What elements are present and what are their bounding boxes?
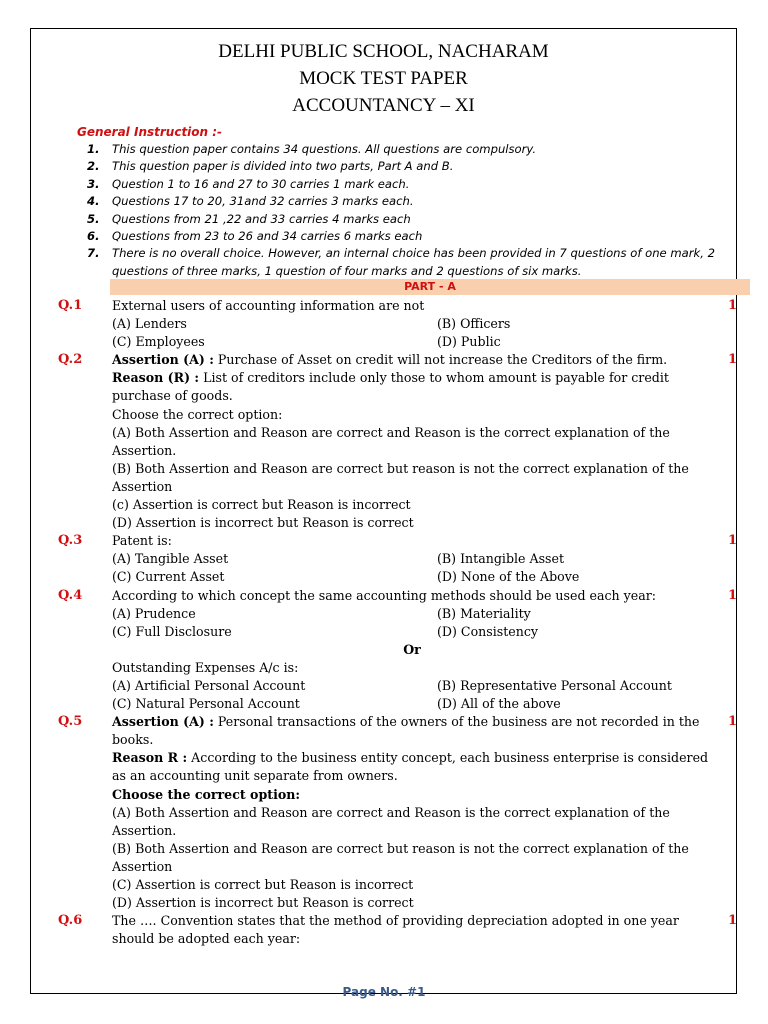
instruction-text: Questions 17 to 20, 31and 32 carries 3 marks each. <box>112 194 414 209</box>
page-number: Page No. #1 <box>342 985 426 999</box>
choose-instruction: Choose the correct option: <box>112 406 283 422</box>
question-number: Q.5 <box>58 714 83 730</box>
instruction-item <box>77 158 737 175</box>
assertion <box>112 713 712 749</box>
part-a-banner: PART - A <box>110 279 750 295</box>
question-marks: 1 <box>728 714 738 730</box>
instruction-text: Question 1 to 16 and 27 to 30 carries 1 mark each. <box>112 176 410 191</box>
options-grid <box>112 315 712 351</box>
question-text: The …. Convention states that the method of providing depreciation adopted in one year should be adopted each year: <box>112 913 679 947</box>
option: (B) Officers <box>437 316 511 332</box>
school-name: DELHI PUBLIC SCHOOL, NACHARAM <box>218 41 549 62</box>
option: (C) Assertion is correct but Reason is incorrect <box>112 877 414 892</box>
instruction-number: 1. <box>87 142 100 156</box>
assertion-label: Assertion (A) : <box>112 714 214 730</box>
question-text: Patent is: <box>112 533 172 549</box>
option: (D) Public <box>437 334 501 350</box>
or-separator: Or <box>403 641 421 657</box>
question-4 <box>58 587 748 714</box>
option: (D) Assertion is incorrect but Reason is correct <box>112 895 414 911</box>
question-marks: 1 <box>728 587 738 603</box>
option: (C) Employees <box>112 334 205 350</box>
alternate-question-text: Outstanding Expenses A/c is: <box>112 659 299 675</box>
question-3 <box>58 532 748 586</box>
question-number: Q.3 <box>58 533 83 549</box>
assertion-label: Assertion (A) : <box>112 352 214 368</box>
instructions-list <box>77 141 737 280</box>
instruction-item <box>77 228 737 245</box>
option: (A) Artificial Personal Account <box>112 677 306 693</box>
paper-title: MOCK TEST PAPER <box>299 68 468 89</box>
instruction-item <box>77 141 737 158</box>
instruction-item <box>77 176 737 193</box>
instruction-item <box>77 193 737 210</box>
question-number: Q.1 <box>58 298 83 313</box>
instruction-text: Questions from 21 ,22 and 33 carries 4 marks each <box>112 211 411 226</box>
choose-instruction: Choose the correct option: <box>112 786 301 802</box>
question-number: Q.6 <box>58 913 83 929</box>
assertion-text: Personal transactions of the owners of the business are not recorded in the books. <box>112 714 700 748</box>
option: (A) Prudence <box>112 605 196 621</box>
instruction-item <box>77 211 737 228</box>
instruction-text: Questions from 23 to 26 and 34 carries 6 marks each <box>112 229 423 244</box>
instruction-number: 2. <box>87 159 100 174</box>
option: (A) Lenders <box>112 316 187 332</box>
instruction-number: 6. <box>87 229 100 244</box>
instructions-title: General Instruction :- <box>77 125 223 139</box>
instruction-text: This question paper is divided into two parts, Part A and B. <box>112 159 454 174</box>
options-grid <box>112 605 712 641</box>
reason <box>112 749 712 785</box>
option: (B) Representative Personal Account <box>437 677 672 693</box>
instruction-number: 7. <box>87 246 100 261</box>
option: (B) Both Assertion and Reason are correct but reason is not the correct explanation of the Assertion <box>112 460 689 494</box>
question-text: External users of accounting information are not <box>112 298 425 313</box>
reason-text: According to the business entity concept, each business enterprise is considered as an accounting unit separate from owners. <box>112 750 709 784</box>
option: (B) Intangible Asset <box>437 551 565 567</box>
option: (C) Full Disclosure <box>112 623 232 639</box>
question-5 <box>58 713 748 912</box>
option: (D) None of the Above <box>437 569 580 585</box>
instruction-number: 3. <box>87 176 100 191</box>
instruction-text: There is no overall choice. However, an internal choice has been provided in 7 questions of one mark, 2 questions of three marks, 1 question of four marks and 2 questions of six marks. <box>112 246 716 278</box>
option: (A) Both Assertion and Reason are correct and Reason is the correct explanation of the Assertion. <box>112 424 670 458</box>
options-grid <box>112 677 712 713</box>
option: (C) Current Asset <box>112 569 225 585</box>
option: (A) Tangible Asset <box>112 551 229 567</box>
question-marks: 1 <box>728 298 738 313</box>
option: (A) Both Assertion and Reason are correct and Reason is the correct explanation of the Assertion. <box>112 804 670 838</box>
document-header <box>30 38 737 119</box>
assertion <box>112 351 712 369</box>
general-instructions <box>77 123 737 280</box>
subject-title: ACCOUNTANCY – XI <box>292 95 475 116</box>
option: (B) Materiality <box>437 605 531 621</box>
instruction-text: This question paper contains 34 questions. All questions are compulsory. <box>112 142 537 156</box>
question-1 <box>58 297 748 351</box>
option: (c) Assertion is correct but Reason is incorrect <box>112 497 411 513</box>
question-text: According to which concept the same accounting methods should be used each year: <box>112 587 656 603</box>
question-marks: 1 <box>728 913 738 929</box>
instruction-number: 4. <box>87 194 100 209</box>
option: (C) Natural Personal Account <box>112 696 300 712</box>
question-marks: 1 <box>728 533 738 549</box>
reason-label: Reason (R) : <box>112 370 200 386</box>
reason <box>112 369 712 405</box>
options-grid <box>112 550 712 586</box>
questions-section <box>58 297 748 948</box>
question-6 <box>58 912 748 948</box>
reason-label: Reason R : <box>112 750 188 766</box>
option: (B) Both Assertion and Reason are correct but reason is not the correct explanation of the Assertion <box>112 840 689 874</box>
question-2 <box>58 351 748 532</box>
question-number: Q.4 <box>58 587 83 603</box>
reason-text: List of creditors include only those to whom amount is payable for credit purchase of goods. <box>112 370 669 404</box>
question-marks: 1 <box>728 352 738 368</box>
instruction-number: 5. <box>87 211 100 226</box>
option: (D) Consistency <box>437 623 539 639</box>
question-number: Q.2 <box>58 352 83 368</box>
instruction-item <box>77 245 737 280</box>
assertion-text: Purchase of Asset on credit will not increase the Creditors of the firm. <box>213 352 668 368</box>
option: (D) Assertion is incorrect but Reason is correct <box>112 515 414 531</box>
option: (D) All of the above <box>437 696 561 712</box>
